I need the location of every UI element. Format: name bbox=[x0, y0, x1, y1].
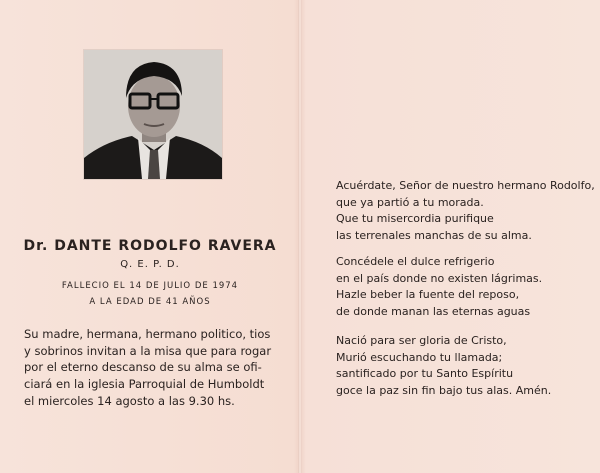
prayer-line: santificado por tu Santo Espíritu bbox=[336, 367, 514, 381]
prayer-stanza bbox=[336, 333, 551, 400]
notice-line: Su madre, hermana, hermano politico, tios bbox=[24, 327, 271, 341]
prayer-line: Nació para ser gloria de Cristo, bbox=[336, 334, 507, 347]
portrait-photo bbox=[84, 50, 222, 179]
notice-line: por el eterno descanso de su alma se ofi- bbox=[24, 360, 262, 375]
rest-in-peace: Q. E. P. D. bbox=[120, 259, 180, 270]
prayer-line: Acuérdate, Señor de nuestro hermano Rodolfo, bbox=[336, 179, 595, 192]
prayer-line: Concédele el dulce refrigerio bbox=[336, 255, 495, 268]
prayer-stanza bbox=[336, 254, 542, 321]
prayer-line: goce la paz sin fin bajo tus alas. Amén. bbox=[336, 384, 552, 398]
notice-line: y sobrinos invitan a la misa que para rogar bbox=[24, 343, 272, 358]
age-at-death: A LA EDAD DE 41 AÑOS bbox=[89, 297, 211, 307]
prayer-line: de donde manan las eternas aguas bbox=[336, 305, 531, 319]
prayer-line: que ya partió a tu morada. bbox=[336, 195, 484, 209]
prayer-line: en el país donde no existen lágrimas. bbox=[336, 271, 543, 285]
mass-notice bbox=[24, 326, 292, 410]
date-of-death: FALLECIO EL 14 DE JULIO DE 1974 bbox=[61, 281, 239, 291]
card-fold bbox=[298, 0, 302, 473]
notice-line: el miercoles 14 agosto a las 9.30 hs. bbox=[24, 393, 235, 408]
prayer-line: Hazle beber la fuente del reposo, bbox=[336, 288, 520, 302]
notice-line: ciará en la iglesia Parroquial de Humboldt bbox=[24, 377, 265, 392]
prayer-line: Murió escuchando tu llamada; bbox=[336, 350, 503, 364]
deceased-name: Dr. DANTE RODOLFO RAVERA bbox=[23, 238, 277, 254]
prayer-line: Que tu misercordia purifique bbox=[336, 212, 494, 226]
prayer-line: las terrenales manchas de su alma. bbox=[336, 229, 532, 243]
prayer-stanza bbox=[336, 178, 595, 245]
